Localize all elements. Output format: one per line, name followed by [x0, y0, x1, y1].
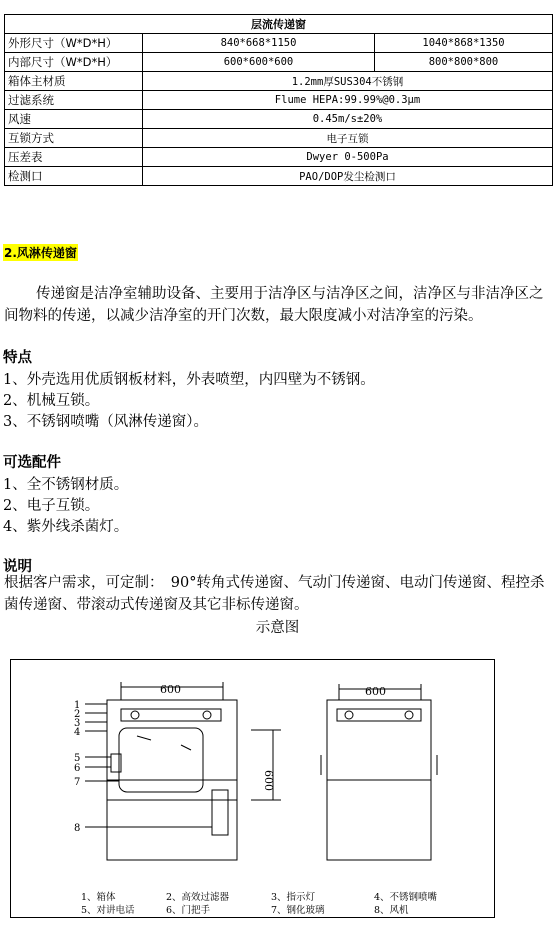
list-item: 1、外壳选用优质钢板材料，外表喷塑，内四壁为不锈钢。 — [3, 372, 375, 388]
glass-reflection — [181, 745, 191, 750]
list-item: 1、全不锈钢材质。 — [3, 477, 129, 493]
nozzle-icon — [405, 711, 413, 719]
row-label: 检测口 — [5, 167, 143, 186]
legend-item: 3、指示灯 — [271, 892, 316, 903]
front-upper-body — [107, 700, 237, 780]
legend-item: 6、门把手 — [166, 905, 211, 916]
nozzle-icon — [203, 711, 211, 719]
table-row — [5, 34, 553, 53]
table-row — [5, 148, 553, 167]
front-lower-body — [107, 800, 237, 860]
row-value: 800*800*800 — [375, 53, 553, 72]
options-heading: 可选配件 — [3, 455, 61, 471]
callout-label: 2 — [74, 709, 81, 720]
diagram-frame — [10, 659, 495, 918]
legend-item: 5、对讲电话 — [81, 905, 135, 916]
row-label: 风速 — [5, 110, 143, 129]
table-row — [5, 53, 553, 72]
row-value: 840*668*1150 — [143, 34, 375, 53]
callout-label: 5 — [74, 753, 81, 764]
list-item: 2、电子互锁。 — [3, 498, 100, 514]
legend-item: 2、高效过滤器 — [166, 892, 230, 903]
row-label: 过滤系统 — [5, 91, 143, 110]
row-label: 互锁方式 — [5, 129, 143, 148]
notes-paragraph: 根据客户需求，可定制： 90°转角式传递窗、气动门传递窗、电动门传递窗、程控杀菌传递窗、带滚动式传递窗及其它非标传递窗。 — [4, 575, 545, 613]
notes-heading: 说明 — [3, 559, 32, 575]
row-value: 0.45m/s±20% — [143, 110, 553, 129]
list-item: 2、机械互锁。 — [3, 393, 100, 409]
glass-window — [119, 728, 203, 792]
row-label: 箱体主材质 — [5, 72, 143, 91]
row-value: Dwyer 0-500Pa — [143, 148, 553, 167]
table-row — [5, 110, 553, 129]
list-item: 4、紫外线杀菌灯。 — [3, 519, 129, 535]
dimension-width-side: 600 — [365, 685, 386, 698]
legend-item: 7、钢化玻璃 — [271, 905, 325, 916]
row-label: 内部尺寸（W*D*H） — [5, 53, 143, 72]
row-label: 压差表 — [5, 148, 143, 167]
side-upper-body — [327, 700, 431, 780]
row-label: 外形尺寸（W*D*H） — [5, 34, 143, 53]
side-lower-body — [327, 780, 431, 860]
fan-unit — [212, 790, 228, 835]
callout-label: 3 — [74, 718, 81, 729]
nozzle-icon — [345, 711, 353, 719]
nozzle-icon — [131, 711, 139, 719]
table-row — [5, 72, 553, 91]
row-value: 1.2mm厚SUS304不锈钢 — [143, 72, 553, 91]
row-value: PAO/DOP发尘检测口 — [143, 167, 553, 186]
callout-label: 4 — [74, 727, 81, 738]
pass-box-diagram — [11, 660, 494, 917]
dimension-width-front: 600 — [160, 683, 181, 696]
section-title: 2.风淋传递窗 — [4, 246, 77, 260]
callout-label: 8 — [74, 823, 81, 834]
callout-label: 6 — [74, 763, 81, 774]
intro-paragraph: 传递窗是洁净室辅助设备、主要用于洁净区与洁净区之间，洁净区与非洁净区之间物料的传递，以减少洁净室的开门次数，最大限度减小对洁净室的污染。 — [4, 286, 544, 324]
table-title-row — [5, 15, 553, 34]
table-row — [5, 91, 553, 110]
spec-table — [4, 14, 553, 186]
table-row — [5, 167, 553, 186]
row-value: 600*600*600 — [143, 53, 375, 72]
callout-label: 7 — [74, 777, 81, 788]
row-value: Flume HEPA:99.99%@0.3μm — [143, 91, 553, 110]
row-value: 电子互锁 — [143, 129, 553, 148]
diagram-caption: 示意图 — [255, 620, 300, 636]
dimension-height: 600 — [262, 770, 275, 791]
legend-item: 1、箱体 — [81, 892, 116, 903]
features-heading: 特点 — [3, 350, 32, 366]
row-value: 1040*868*1350 — [375, 34, 553, 53]
legend-item: 4、不锈钢喷嘴 — [374, 892, 438, 903]
table-row — [5, 129, 553, 148]
legend-item: 8、风机 — [374, 905, 409, 916]
list-item: 3、不锈钢喷嘴（风淋传递窗）。 — [3, 414, 208, 430]
table-title: 层流传递窗 — [5, 15, 553, 34]
callout-label: 1 — [74, 700, 81, 711]
glass-reflection — [137, 736, 151, 740]
